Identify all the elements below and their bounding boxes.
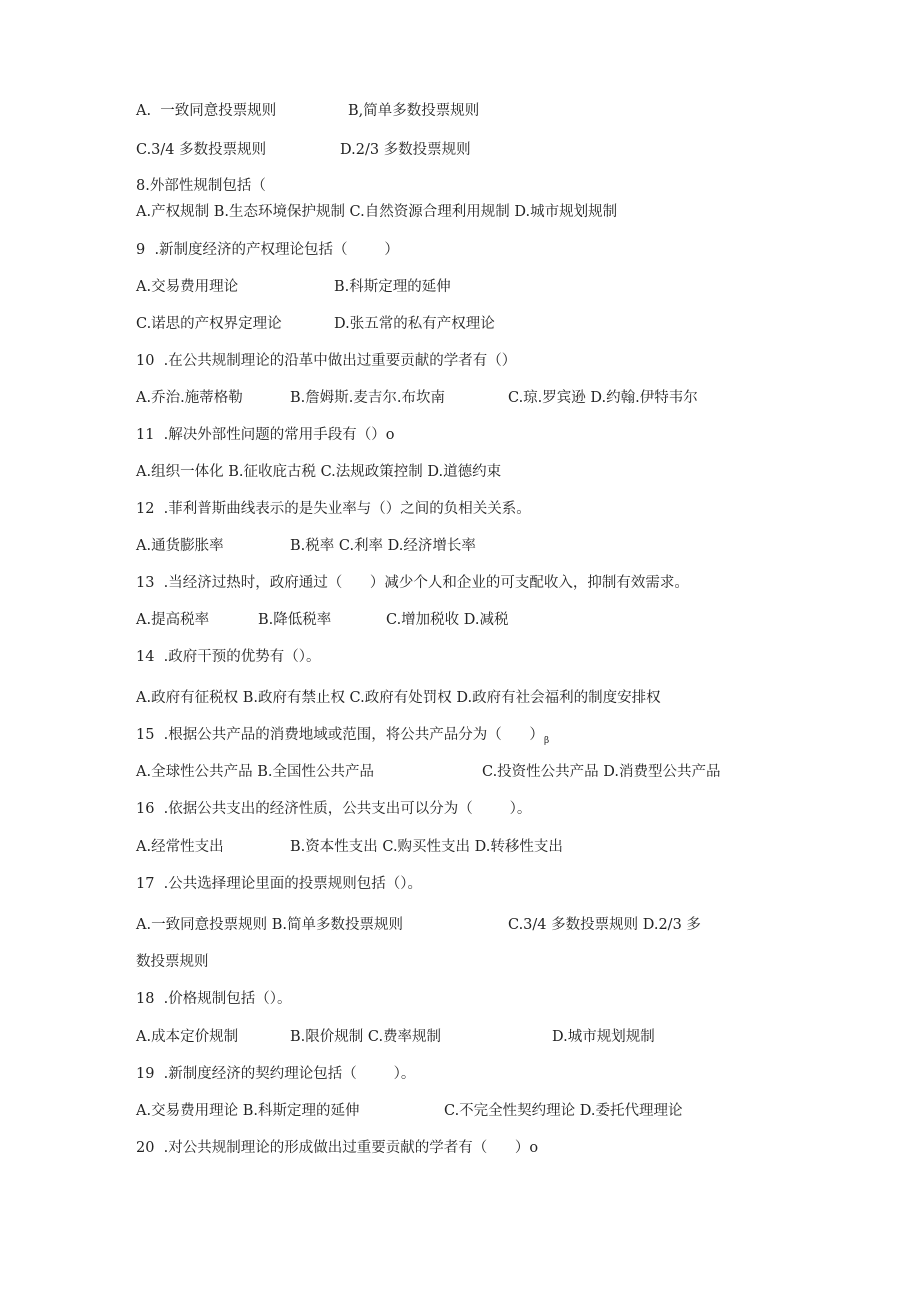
- question-text: 9 .新制度经济的产权理论包括（ ）: [136, 242, 399, 258]
- option-b: B.詹姆斯.麦吉尔.布坎南: [290, 390, 445, 406]
- option-a: A.乔治.施蒂格勒: [136, 390, 243, 406]
- option-a: A.经常性支出: [136, 839, 224, 855]
- option-a: A.成本定价规制: [136, 1029, 239, 1045]
- option-ab: A.全球性公共产品 B.全国性公共产品: [136, 764, 374, 780]
- question-text: 16 .依据公共支出的经济性质，公共支出可以分为（ ）。: [136, 801, 532, 817]
- option-a: A.通货膨胀率: [136, 538, 224, 554]
- question-text: 18 .价格规制包括（）。: [136, 991, 292, 1007]
- option-ab: A.一致同意投票规则 B.简单多数投票规则: [136, 917, 403, 933]
- question-text: 19 .新制度经济的契约理论包括（ ）。: [136, 1066, 416, 1082]
- option-cd: C.3/4 多数投票规则 D.2/3 多: [508, 917, 701, 933]
- question-text: 13 .当经济过热时，政府通过（ ）减少个人和企业的可支配收入，抑制有效需求。: [136, 575, 689, 591]
- option-d: D.城市规划规制: [552, 1029, 655, 1045]
- options-text: A.组织一体化 B.征收庇古税 C.法规政策控制 D.道德约束: [136, 464, 502, 480]
- option-b: B.科斯定理的延伸: [334, 279, 451, 295]
- option-cd: C.不完全性契约理论 D.委托代理理论: [444, 1103, 683, 1119]
- option-c: C.3/4 多数投票规则: [136, 142, 267, 158]
- option-c: C.诺思的产权界定理论: [136, 316, 282, 332]
- option-bcd: B.资本性支出 C.购买性支出 D.转移性支出: [290, 839, 563, 855]
- question-20: [136, 1138, 836, 1198]
- option-a: A. 一致同意投票规则: [136, 103, 277, 119]
- option-a: A.提高税率: [136, 612, 210, 628]
- option-cd: C.投资性公共产品 D.消费型公共产品: [482, 764, 721, 780]
- option-bcd: B.税率 C.利率 D.经济增长率: [290, 538, 476, 554]
- option-d: D.2/3 多数投票规则: [340, 142, 471, 158]
- question-text: 14 .政府干预的优势有（）。: [136, 649, 321, 665]
- option-b: B.降低税率: [258, 612, 332, 628]
- question-text: 12 .菲利普斯曲线表示的是失业率与（）之间的负相关关系。: [136, 501, 531, 517]
- option-cd: C.增加税收 D.减税: [386, 612, 509, 628]
- question-text: 11 .解决外部性问题的常用手段有（）o: [136, 427, 395, 443]
- option-cd: C.琼.罗宾逊 D.约翰.伊特韦尔: [508, 390, 698, 406]
- option-b: B,简单多数投票规则: [348, 103, 480, 119]
- option-ab: A.交易费用理论 B.科斯定理的延伸: [136, 1103, 360, 1119]
- question-text: 20 .对公共规制理论的形成做出过重要贡献的学者有（ ）o: [136, 1140, 539, 1156]
- option-a: A.交易费用理论: [136, 279, 239, 295]
- question-text: 8.外部性规制包括（: [136, 178, 266, 194]
- option-bc: B.限价规制 C.费率规制: [290, 1029, 442, 1045]
- option-d: D.张五常的私有产权理论: [334, 316, 495, 332]
- question-body: 15 .根据公共产品的消费地域或范围，将公共产品分为（ ）: [136, 727, 544, 743]
- stray-mark: β: [543, 736, 550, 746]
- options-text: A.产权规制 B.生态环境保护规制 C.自然资源合理利用规制 D.城市规划规制: [136, 204, 618, 220]
- question-text: [136, 725, 549, 747]
- options-text: A.政府有征税权 B.政府有禁止权 C.政府有处罚权 D.政府有社会福利的制度安排权: [136, 690, 661, 706]
- question-text: 17 .公共选择理论里面的投票规则包括（）。: [136, 876, 423, 892]
- question-text: 10 .在公共规制理论的沿革中做出过重要贡献的学者有（）: [136, 353, 517, 369]
- continuation-text: 数投票规则: [136, 954, 209, 970]
